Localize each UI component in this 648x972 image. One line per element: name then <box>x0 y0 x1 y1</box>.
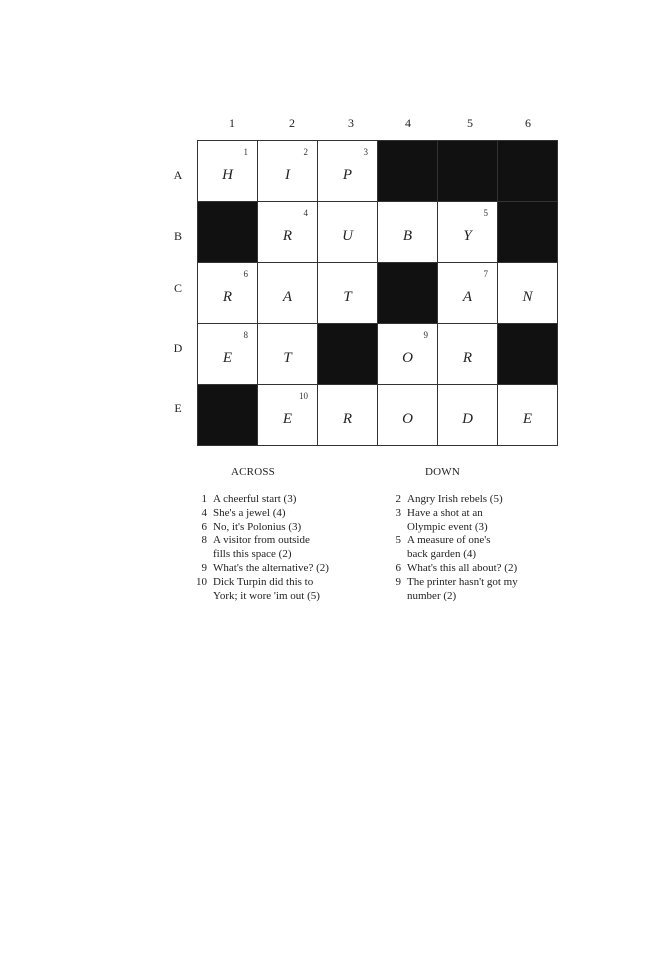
cell-letter: U <box>342 228 353 244</box>
cell-letter: O <box>402 411 413 427</box>
grid-cell[interactable] <box>258 202 317 262</box>
column-label-1: 1 <box>229 116 235 130</box>
across-clues <box>193 493 363 603</box>
grid-cell[interactable] <box>318 141 377 201</box>
column-label-3: 3 <box>348 116 354 130</box>
cell-letter: N <box>522 289 533 305</box>
grid-cell[interactable] <box>198 141 257 201</box>
across-clue: 10 Dick Turpin did this to York; it wore 'im out (5) <box>196 575 320 602</box>
grid-cell[interactable] <box>378 385 437 445</box>
across-clue: 9 What's the alternative? (2) <box>201 561 329 574</box>
grid-cell[interactable] <box>318 263 377 323</box>
cell-letter: I <box>285 167 290 183</box>
row-label-c: C <box>173 281 182 295</box>
across-clue: 8 A visitor from outside fills this space (2) <box>201 534 310 561</box>
cell-letter: E <box>522 411 533 427</box>
cell-number: 8 <box>243 330 248 340</box>
grid-cell[interactable] <box>498 263 557 323</box>
across-heading: ACROSS <box>231 466 275 478</box>
row-label-a: A <box>173 168 183 182</box>
black-cell <box>438 141 497 201</box>
cell-letter: E <box>222 350 233 366</box>
grid-cell[interactable] <box>198 324 257 384</box>
cell-letter: Y <box>463 228 472 244</box>
column-label-5: 5 <box>467 116 473 130</box>
row-label-d: D <box>173 341 183 355</box>
black-cell <box>378 141 437 201</box>
cell-letter: B <box>402 228 413 244</box>
cell-letter: O <box>402 350 413 366</box>
row-label-b: B <box>173 229 182 243</box>
black-cell <box>318 324 377 384</box>
cell-number: 9 <box>423 330 428 340</box>
grid-cell[interactable] <box>378 324 437 384</box>
cell-letter: T <box>343 289 352 305</box>
grid-cell[interactable] <box>438 385 497 445</box>
black-cell <box>198 202 257 262</box>
cell-letter: D <box>462 411 473 427</box>
cell-number: 7 <box>483 269 488 279</box>
cell-number: 2 <box>303 147 308 157</box>
black-cell <box>378 263 437 323</box>
across-clue: 4 She's a jewel (4) <box>201 506 286 519</box>
grid-cell[interactable] <box>438 324 497 384</box>
grid-cell[interactable] <box>318 202 377 262</box>
grid-cell[interactable] <box>438 263 497 323</box>
cell-number: 5 <box>483 208 488 218</box>
grid-cell[interactable] <box>378 202 437 262</box>
row-label-e: E <box>174 401 182 415</box>
cell-letter: R <box>222 289 233 305</box>
grid-cell[interactable] <box>318 385 377 445</box>
grid-cell[interactable] <box>258 324 317 384</box>
grid-cell[interactable] <box>198 263 257 323</box>
black-cell <box>498 324 557 384</box>
cell-letter: E <box>282 411 293 427</box>
cell-letter: A <box>462 289 473 305</box>
down-clue: 5 A measure of one's back garden (4) <box>395 534 491 561</box>
down-heading: DOWN <box>425 466 461 478</box>
cell-number: 6 <box>243 269 248 279</box>
grid-cell[interactable] <box>258 385 317 445</box>
across-clue: 1 A cheerful start (3) <box>201 493 297 505</box>
cell-letter: R <box>462 350 473 366</box>
down-clues <box>387 493 567 603</box>
cell-letter: T <box>283 350 292 366</box>
grid-cell[interactable] <box>438 202 497 262</box>
column-label-4: 4 <box>405 116 411 130</box>
down-clue: 9 The printer hasn't got my number (2) <box>395 575 518 602</box>
down-clue: 2 Angry Irish rebels (5) <box>395 493 503 505</box>
column-label-2: 2 <box>289 116 295 130</box>
across-clue: 6 No, it's Polonius (3) <box>201 520 302 533</box>
grid-cell[interactable] <box>258 263 317 323</box>
black-cell <box>498 202 557 262</box>
down-clue: 6 What's this all about? (2) <box>395 561 518 574</box>
cell-letter: P <box>342 167 353 183</box>
cell-letter: A <box>282 289 293 305</box>
cell-letter: R <box>282 228 293 244</box>
cell-number: 10 <box>299 391 308 401</box>
cell-letter: H <box>222 167 233 183</box>
black-cell <box>198 385 257 445</box>
down-clue: 3 Have a shot at an Olympic event (3) <box>395 506 488 533</box>
column-label-6: 6 <box>525 116 531 130</box>
cell-letter: R <box>342 411 353 427</box>
cell-number: 4 <box>303 208 308 218</box>
grid-cell[interactable] <box>498 385 557 445</box>
crossword-grid <box>197 140 558 446</box>
cell-number: 3 <box>363 147 368 157</box>
grid-cell[interactable] <box>258 141 317 201</box>
cell-number: 1 <box>243 147 248 157</box>
black-cell <box>498 141 557 201</box>
